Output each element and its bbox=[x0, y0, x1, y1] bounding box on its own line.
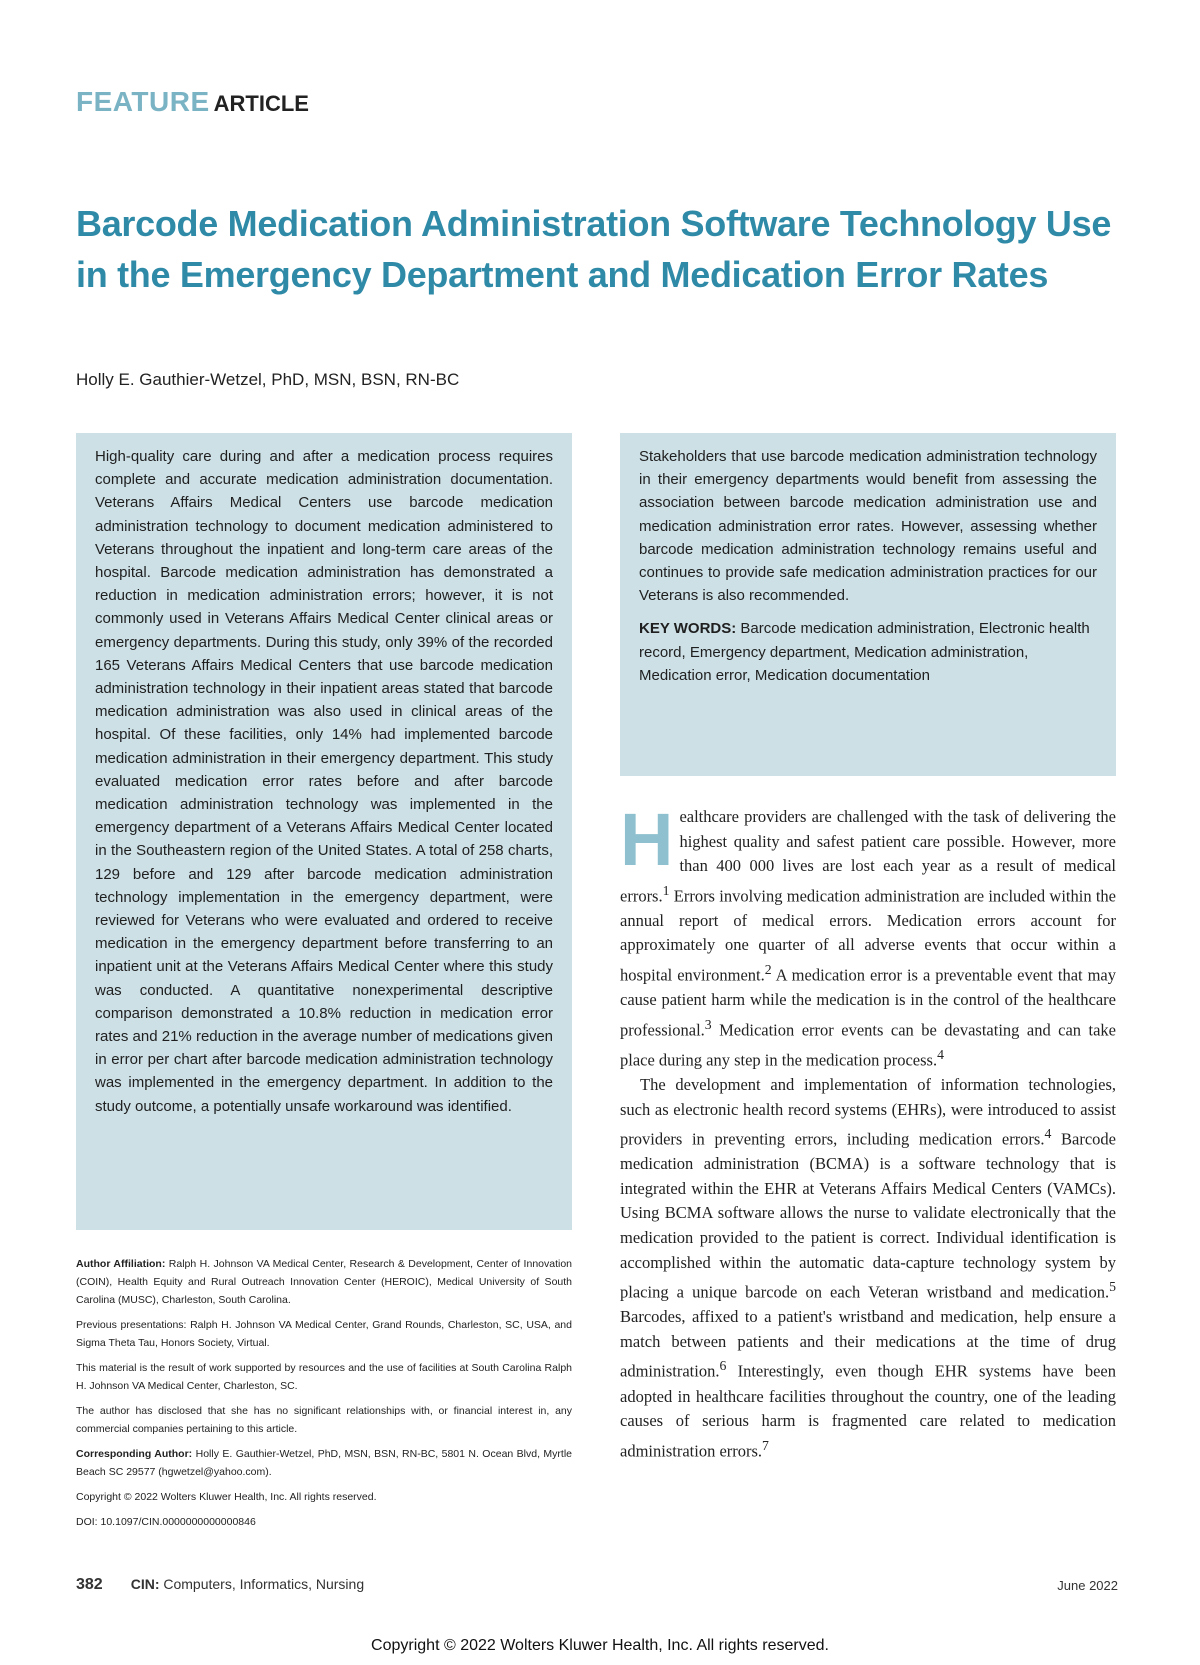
p2-text-d: Interestingly, even though EHR systems have been adopted in healthcare facilities throughout the country, one of the leading causes of serious harm is fragmented care related to medication administration errors. bbox=[620, 1361, 1116, 1461]
p1-text-b: Errors involving medication administration are included within the annual report of medical errors. Medication errors account for approximately one quarter of all adverse events that occur within a hospital environment. bbox=[620, 886, 1116, 985]
feature-word: FEATURE bbox=[76, 86, 210, 117]
abstract-right-text: Stakeholders that use barcode medication administration technology in their emergency departments would benefit from assessing the association between barcode medication administration use and medication administration error rates. However, assessing whether barcode medication administration technology remains useful and continues to provide safe medication administration practices for our Veterans is also recommended. bbox=[639, 448, 1097, 605]
ref-sup: 5 bbox=[1109, 1279, 1116, 1295]
p1-text-c: A medication error is a preventable event that may cause patient harm while the medication is in the control of the healthcare professional. bbox=[620, 965, 1116, 1040]
note-affiliation bbox=[76, 1255, 572, 1309]
journal-name: Computers, Informatics, Nursing bbox=[163, 1576, 365, 1592]
article-title: Barcode Medication Administration Software Technology Use in the Emergency Department and Medication Error Rates bbox=[76, 203, 1112, 295]
p2-text-a: The development and implementation of information technologies, such as electronic health record systems (EHRs), were introduced to assist providers in preventing errors, including medication errors. bbox=[620, 1074, 1116, 1149]
abstract-right-box bbox=[620, 433, 1116, 776]
corresponding-text: Holly E. Gauthier-Wetzel, PhD, MSN, BSN, RN-BC, 5801 N. Ocean Blvd, Myrtle Beach SC 29577 (hgwetzel@yahoo.com). bbox=[76, 1448, 573, 1478]
note-disclosure: The author has disclosed that she has no significant relationships with, or financial interest in, any commercial companies pertaining to this article. bbox=[76, 1405, 572, 1435]
corresponding-label: Corresponding Author: bbox=[76, 1448, 193, 1460]
note-presentations: Previous presentations: Ralph H. Johnson VA Medical Center, Grand Rounds, Charleston, SC, USA, and Sigma Theta Tau, Honors Society, Virtual. bbox=[76, 1319, 572, 1349]
ref-sup: 7 bbox=[762, 1437, 769, 1453]
page-number: 382 bbox=[76, 1576, 103, 1593]
bottom-copyright: Copyright © 2022 Wolters Kluwer Health, Inc. All rights reserved. bbox=[371, 1637, 829, 1654]
footer-left bbox=[76, 1576, 364, 1594]
ref-sup: 1 bbox=[662, 882, 670, 898]
ref-sup: 4 bbox=[1044, 1126, 1052, 1142]
footer-date: June 2022 bbox=[1057, 1578, 1118, 1593]
affiliation-text: Ralph H. Johnson VA Medical Center, Research & Development, Center of Innovation (COIN), Health Equity and Rural Outreach Innovation Center (HEROIC), Medical University of South Carolina (MUSC), Charleston, South Carolina. bbox=[76, 1258, 573, 1306]
keywords-label: KEY WORDS: bbox=[639, 620, 737, 638]
author-notes bbox=[76, 1255, 572, 1538]
abstract-left-text: High-quality care during and after a medication process requires complete and accurate medication administration documentation. Veterans Affairs Medical Centers use barcode medication administration technology to document medication administered to Veterans throughout the inpatient and long-term care areas of the hospital. Barcode medication administration has demonstrated a reduction in medication administration errors; however, it is not commonly used in Veterans Affairs Medical Center clinical areas or emergency departments. During this study, only 39% of the recorded 165 Veterans Affairs Medical Centers that use barcode medication administration technology in their inpatient areas stated that barcode medication administration was also used in clinical areas of the hospital. Of these facilities, only 14% had implemented barcode medication administration in their emergency department. This study evaluated medication error rates before and after barcode medication administration technology was implemented in the emergency department of a Veterans Affairs Medical Center located in the Southeastern region of the United States. A total of 258 charts, 129 before and 129 after barcode medication administration technology implementation in the emergency department, were reviewed for Veterans who were evaluated and ordered to receive medication in the emergency department before transferring to an inpatient unit at the Veterans Affairs Medical Center where this study was conducted. A quantitative nonexperimental descriptive comparison demonstrated a 10.8% reduction in medication error rates and 21% reduction in the average number of medications given in error per chart after barcode medication administration technology was implemented in the emergency department. In addition to the study outcome, a potentially unsafe workaround was identified. bbox=[95, 448, 553, 1115]
affiliation-label: Author Affiliation: bbox=[76, 1258, 166, 1270]
note-copyright: Copyright © 2022 Wolters Kluwer Health, Inc. All rights reserved. bbox=[76, 1491, 377, 1503]
journal-abbr: CIN: bbox=[130, 1576, 160, 1592]
article-author: Holly E. Gauthier-Wetzel, PhD, MSN, BSN, RN-BC bbox=[76, 370, 460, 389]
drop-cap: H bbox=[620, 798, 674, 881]
section-label bbox=[76, 86, 309, 118]
keywords bbox=[639, 617, 1097, 687]
ref-sup: 2 bbox=[764, 962, 772, 978]
note-corresponding bbox=[76, 1445, 572, 1481]
p1-text-a: ealthcare providers are challenged with the task of delivering the highest quality and safest patient care possible. However, more than 400 000 lives are lost each year as a result of medical errors. bbox=[620, 807, 1116, 906]
p2-text-c: Barcodes, affixed to a patient's wristband and medication, help ensure a match between patients and their medications at the time of drug administration. bbox=[620, 1307, 1116, 1381]
paragraph-2 bbox=[620, 1073, 1116, 1464]
body-text bbox=[620, 798, 1116, 1464]
keywords-text: Barcode medication administration, Electronic health record, Emergency department, Medication administration, Medication error, Medication documentation bbox=[639, 620, 1090, 684]
ref-sup: 4 bbox=[937, 1046, 944, 1062]
ref-sup: 6 bbox=[719, 1358, 727, 1374]
article-word: ARTICLE bbox=[213, 91, 309, 116]
note-doi: DOI: 10.1097/CIN.0000000000000846 bbox=[76, 1516, 256, 1528]
paragraph-1 bbox=[620, 798, 1116, 1073]
abstract-left-box bbox=[76, 433, 572, 1230]
note-support: This material is the result of work supported by resources and the use of facilities at South Carolina Ralph H. Johnson VA Medical Center, Charleston, SC. bbox=[76, 1362, 572, 1392]
ref-sup: 3 bbox=[704, 1016, 712, 1032]
p1-text-d: Medication error events can be devastating and can take place during any step in the medication process. bbox=[620, 1020, 1116, 1070]
p2-text-b: Barcode medication administration (BCMA) is a software technology that is integrated within the EHR at Veterans Affairs Medical Centers (VAMCs). Using BCMA software allows the nurse to validate electronically that the medication provided to the patient is correct. Individual identification is accomplished within the automatic data-capture technology system by placing a unique barcode on each Veteran wristband and medication. bbox=[620, 1129, 1116, 1302]
